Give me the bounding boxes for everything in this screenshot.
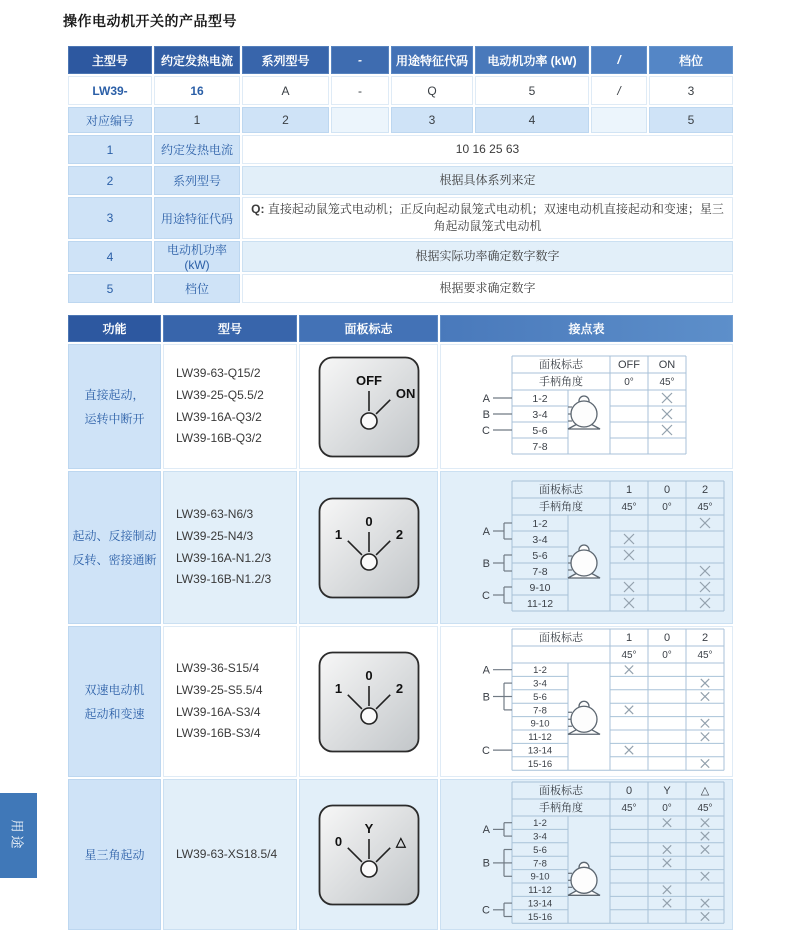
model-list-item: LW39-16A-N1.2/3 (176, 550, 272, 565)
model-list-item: LW39-16B-N1.2/3 (176, 572, 272, 587)
model-detail-desc: Q: 直接起动鼠笼式电动机；正反向起动鼠笼式电动机；双速电动机直接起动和变速；星三角起动鼠笼式电动机 (242, 197, 733, 239)
svg-text:手柄角度: 手柄角度 (539, 802, 583, 814)
svg-text:2: 2 (701, 484, 709, 496)
model-list-cell (163, 779, 297, 930)
contact-diagram-svg (440, 353, 735, 460)
model-detail-label: 用途特征代码 (154, 197, 240, 239)
model-list-item: LW39-25-Q5.5/2 (176, 387, 264, 402)
panel-marking-svg (317, 803, 421, 907)
model-example-cell: A (242, 76, 329, 105)
model-list-cell (163, 344, 297, 469)
svg-text:9-10: 9-10 (530, 718, 550, 730)
model-index-cell (591, 107, 647, 133)
svg-text:手柄角度: 手柄角度 (539, 501, 583, 513)
model-detail-label: 系列型号 (154, 166, 240, 195)
motor-icon (568, 396, 600, 429)
model-col-header: - (331, 46, 389, 74)
svg-text:0: 0 (663, 632, 671, 644)
model-detail-row (68, 166, 733, 195)
function-name-cell: 起动、反接制动 反转、密接通断 (68, 471, 161, 624)
model-list-cell (163, 471, 297, 624)
side-tab-usage[interactable] (0, 793, 37, 878)
svg-text:45°: 45° (621, 502, 637, 513)
model-example-cell: 5 (475, 76, 589, 105)
svg-text:5-6: 5-6 (533, 691, 547, 703)
model-list-item: LW39-16A-S3/4 (176, 704, 261, 719)
svg-text:1-2: 1-2 (532, 517, 548, 530)
svg-text:1-2: 1-2 (533, 818, 547, 830)
panel-marking-cell (299, 471, 438, 624)
panel-position-label: △ (395, 833, 406, 849)
model-col-header: / (591, 46, 647, 74)
model-detail-desc: 10 16 25 63 (242, 135, 733, 164)
panel-position-label: 0 (364, 513, 373, 529)
contact-table-cell (440, 626, 733, 777)
page-content (63, 0, 733, 932)
model-detail-row (68, 135, 733, 164)
svg-text:5-6: 5-6 (532, 424, 548, 437)
svg-text:△: △ (700, 785, 710, 797)
svg-text:45°: 45° (659, 377, 675, 388)
phase-label: B (482, 691, 490, 704)
svg-text:0: 0 (663, 484, 671, 496)
model-detail-number: 5 (68, 274, 152, 303)
contact-diagram-svg (440, 779, 735, 930)
function-col-header: 接点表 (440, 315, 733, 342)
switch-knob-icon (361, 554, 377, 570)
function-row (68, 344, 733, 469)
model-detail-number: 2 (68, 166, 152, 195)
svg-text:9-10: 9-10 (530, 871, 550, 883)
function-name-cell: 直接起动， 运转中断开 (68, 344, 161, 469)
svg-text:ON: ON (658, 359, 676, 371)
model-list-item: LW39-16B-S3/4 (176, 726, 261, 741)
svg-text:15-16: 15-16 (527, 758, 553, 770)
panel-position-label: 2 (395, 526, 403, 542)
phase-label: C (482, 744, 490, 757)
model-col-header: 档位 (649, 46, 733, 74)
model-index-cell: 1 (154, 107, 240, 133)
panel-position-label: ON (395, 385, 415, 401)
svg-text:45°: 45° (621, 803, 637, 814)
phase-label: B (482, 857, 490, 870)
function-row (68, 779, 733, 930)
motor-icon (568, 545, 600, 578)
svg-text:0: 0 (625, 785, 633, 797)
panel-position-label: 0 (364, 667, 373, 683)
model-index-row (68, 107, 733, 133)
model-list-item: LW39-25-S5.5/4 (176, 682, 263, 697)
model-col-header: 约定发热电流 (154, 46, 240, 74)
motor-icon (568, 701, 600, 734)
model-list-item: LW39-63-Q15/2 (176, 366, 261, 381)
svg-text:0°: 0° (662, 803, 672, 814)
contact-table-cell (440, 471, 733, 624)
model-detail-desc: 根据实际功率确定数字数字 (242, 241, 733, 272)
phase-label: A (482, 664, 490, 677)
model-number-table (66, 44, 735, 305)
model-index-cell: 2 (242, 107, 329, 133)
model-list-item: LW39-36-S15/4 (176, 661, 260, 676)
model-col-header: 电动机功率 (kW) (475, 46, 589, 74)
model-list-item: LW39-25-N4/3 (176, 528, 254, 543)
svg-text:9-10: 9-10 (529, 581, 551, 594)
svg-text:7-8: 7-8 (533, 705, 547, 717)
svg-text:Y: Y (663, 785, 671, 797)
phase-label: B (482, 557, 490, 570)
panel-position-label: OFF (355, 372, 382, 388)
svg-text:45°: 45° (697, 650, 713, 661)
panel-marking-cell (299, 344, 438, 469)
svg-text:面板标志: 面板标志 (539, 359, 583, 371)
function-name-cell: 双速电动机 起动和变速 (68, 626, 161, 777)
side-tab-label: 用途 (9, 819, 25, 852)
model-index-cell: 5 (649, 107, 733, 133)
svg-text:1: 1 (625, 484, 633, 496)
panel-position-label: 1 (334, 680, 342, 696)
function-name-cell: 星三角起动 (68, 779, 161, 930)
function-col-header: 型号 (163, 315, 297, 342)
model-col-header: 主型号 (68, 46, 152, 74)
model-index-label: 对应编号 (68, 107, 152, 133)
page-title: 操作电动机开关的产品型号 (63, 13, 237, 29)
model-detail-row (68, 274, 733, 303)
svg-text:15-16: 15-16 (527, 911, 553, 923)
svg-text:3-4: 3-4 (532, 408, 548, 421)
phase-label: A (482, 824, 490, 837)
model-list-item: LW39-63-XS18.5/4 (176, 846, 278, 861)
panel-position-label: 2 (395, 680, 403, 696)
model-col-header: 系列型号 (242, 46, 329, 74)
panel-marking-svg (317, 650, 421, 754)
svg-text:0°: 0° (624, 377, 634, 388)
model-example-cell: / (591, 76, 647, 105)
function-table-header-row (68, 315, 733, 342)
model-detail-number: 3 (68, 197, 152, 239)
model-detail-desc: 根据要求确定数字 (242, 274, 733, 303)
panel-position-label: Y (364, 820, 373, 836)
model-example-cell: Q (391, 76, 473, 105)
function-col-header: 面板标志 (299, 315, 438, 342)
svg-text:13-14: 13-14 (527, 898, 553, 910)
model-col-header: 用途特征代码 (391, 46, 473, 74)
model-list-item: LW39-16B-Q3/2 (176, 431, 262, 446)
function-row (68, 471, 733, 624)
phase-label: C (482, 589, 490, 602)
panel-marking-svg (317, 496, 421, 600)
model-detail-number: 4 (68, 241, 152, 272)
function-col-header: 功能 (68, 315, 161, 342)
contact-diagram-svg (440, 478, 735, 617)
svg-text:1: 1 (625, 632, 633, 644)
model-example-cell: 3 (649, 76, 733, 105)
svg-text:7-8: 7-8 (532, 440, 548, 453)
phase-label: C (482, 904, 490, 917)
svg-text:45°: 45° (697, 803, 713, 814)
svg-text:7-8: 7-8 (533, 858, 547, 870)
phase-label: A (482, 392, 490, 405)
model-example-cell: 16 (154, 76, 240, 105)
switch-knob-icon (361, 708, 377, 724)
phase-label: C (482, 424, 490, 437)
svg-text:45°: 45° (621, 650, 637, 661)
phase-label: A (482, 525, 490, 538)
model-list-item: LW39-16A-Q3/2 (176, 409, 262, 424)
panel-marking-cell (299, 626, 438, 777)
contact-diagram-svg (440, 626, 735, 777)
svg-text:3-4: 3-4 (532, 533, 548, 546)
model-index-cell (331, 107, 389, 133)
svg-text:11-12: 11-12 (528, 732, 552, 744)
model-list-cell (163, 626, 297, 777)
svg-text:13-14: 13-14 (527, 745, 553, 757)
svg-text:5-6: 5-6 (533, 844, 547, 856)
function-row (68, 626, 733, 777)
motor-icon (568, 862, 600, 895)
svg-text:面板标志: 面板标志 (539, 484, 583, 496)
model-index-cell: 4 (475, 107, 589, 133)
svg-text:OFF: OFF (618, 359, 640, 371)
phase-label: B (482, 408, 490, 421)
contact-table-cell (440, 344, 733, 469)
contact-table-cell (440, 779, 733, 930)
model-detail-label: 档位 (154, 274, 240, 303)
switch-knob-icon (361, 413, 377, 429)
svg-text:45°: 45° (697, 502, 713, 513)
svg-text:面板标志: 面板标志 (539, 785, 583, 797)
switch-knob-icon (361, 861, 377, 877)
svg-text:11-12: 11-12 (526, 597, 554, 610)
model-index-cell: 3 (391, 107, 473, 133)
model-detail-number: 1 (68, 135, 152, 164)
model-example-row (68, 76, 733, 105)
svg-text:0°: 0° (662, 502, 672, 513)
svg-text:3-4: 3-4 (533, 678, 547, 690)
model-detail-desc: 根据具体系列来定 (242, 166, 733, 195)
svg-text:11-12: 11-12 (528, 885, 552, 897)
svg-text:手柄角度: 手柄角度 (539, 376, 583, 388)
model-example-cell: LW39- (68, 76, 152, 105)
svg-text:0°: 0° (662, 650, 672, 661)
panel-position-label: 1 (334, 526, 342, 542)
function-table (66, 313, 735, 932)
panel-marking-svg (317, 355, 421, 459)
model-detail-row (68, 197, 733, 239)
svg-text:1-2: 1-2 (532, 392, 548, 405)
svg-text:3-4: 3-4 (533, 831, 547, 843)
model-detail-row (68, 241, 733, 272)
svg-text:7-8: 7-8 (532, 565, 548, 578)
model-list-item: LW39-63-N6/3 (176, 507, 254, 522)
panel-position-label: 0 (334, 833, 342, 849)
svg-text:1-2: 1-2 (533, 665, 547, 677)
model-table-header-row (68, 46, 733, 74)
svg-text:5-6: 5-6 (532, 549, 548, 562)
model-detail-label: 约定发热电流 (154, 135, 240, 164)
model-detail-label: 电动机功率(kW) (154, 241, 240, 272)
svg-text:面板标志: 面板标志 (539, 632, 583, 644)
svg-text:2: 2 (701, 632, 709, 644)
model-example-cell: - (331, 76, 389, 105)
panel-marking-cell (299, 779, 438, 930)
